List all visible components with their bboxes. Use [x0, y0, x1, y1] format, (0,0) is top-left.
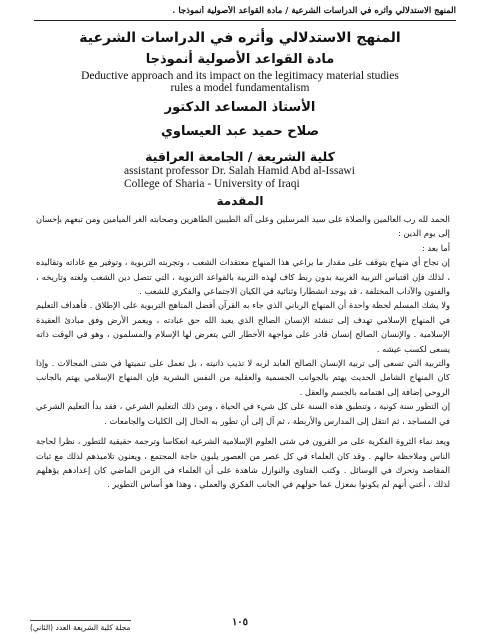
introduction-heading: المقدمة — [216, 194, 264, 208]
arabic-title: المنهج الاستدلالي وأثره في الدراسات الشرعية — [79, 30, 401, 46]
paragraph-4: إن التطور سنة كونية ، وتنطبق هذه السنة على كل شيء في الحياة ، ومن ذلك التعليم الشرعي ، فقد بدأ التعليم الشرعي في المساجد ، ثم انتقل إلى المدارس والأربطة ، ثم آل إلى أن تطور به الحال إلى الكليات والجامعات . — [36, 401, 450, 426]
author-affiliation-english: College of Sharia - University of Iraqi — [124, 178, 300, 190]
paragraph-opening: الحمد لله رب العالمين والصلاة على سيد المرسلين وعلى آله الطيبين الطاهرين وصحابته الغر الميامين ومن تبعهم بإحسان إلى يوم الدين : — [36, 214, 450, 239]
body-text — [36, 212, 450, 492]
english-title: Deductive approach and its impact on the legitimacy material studies rules a model fundamentalism — [81, 70, 399, 94]
paragraph-1: إن نجاح أي منهاج يتوقف على مقدار ما يراعي هذا المنهاج معتقدات الشعب ، وتجربته التربوية ، وتوفير مع عاداته وتقاليده ، لذلك فإن اقتباس التربية الغربية بدون ربط كاف لهذه التربية بالقواعد التربوية ، التي تتصل دين الشعب ولغته وتاريخه ، والفنون والآداب المختلفة ، قد يوجد انشطارا وثنائية في الكيان الاجتماعي والفكري للشعب . — [36, 257, 450, 297]
author-name-arabic: صلاح حميد عبد العيساوي — [160, 124, 320, 139]
author-name-english: assistant professor Dr. Salah Hamid Abd al-Issawi — [124, 165, 355, 177]
arabic-subtitle: مادة القواعد الأصولية أنموذجا — [145, 52, 335, 67]
page-number: ١٠٥ — [231, 617, 249, 628]
journal-name: مجلة كلية الشريعة العدد (الثاني) — [30, 620, 131, 632]
paragraph-2: ولا يشك المسلم لحظة واحدة أن المنهاج الرباني الذي جاء به القرآن أفضل المناهج التربوية على الإطلاق . فأهداف التعليم في المنهاج الإسلامي تهدف إلى تنشئة الإنسان الصالح الذي يعبد الله حق عبادته ، ويعمر الأرض وفق مبادئ العقيدة الإسلامية . والإنسان الصالح إنسان قادر على مواجهة الأخطار التي يتعرض لها الإسلام والمسلمون ، وهو في الوقت ذاته يسعى لكسب عيشه . — [36, 300, 450, 354]
paragraph-3: والتربية التي تسعى إلى تربية الإنسان الصالح العابد لربه لا تذيب ذاتيته ، بل تعمل على تنميتها في شتى المجالات . وإذا كان المنهاج الشامل الحديث يهتم بالجوانب الجسمية والعقلية من النفس البشرية فإن المنهاج الإسلامي يهتم بالجانب الروحي إضافة إلى اهتمامه بالجسم والعقل . — [36, 358, 450, 397]
author-academic-title: الأستاذ المساعد الدكتور — [164, 100, 316, 115]
paragraph-5: ويعد نماء الثروة الفكرية على مر القرون في شتى العلوم الإسلامية الشرعية انعكاسا وترجمة حقيقية للتطور ، نظرا لحاجة الناس وملاحظة حالهم . وقد كان العلماء في كل عصر من العصور يلبون حاجة المجتمع ، ويعنون تلاميذهم لذلك مع ثبات المقاصد وتحرك في الوسائل . وكتب الفتاوى والنوازل شاهدة على أن العلماء في الزمن الماضي كان إعدادهم يؤهلهم لذلك ، أعني أنهم لم يكونوا بمعزل عما حولهم في الجانب الفكري والعملي ، وهذا هو أساس التطوير . — [36, 436, 450, 490]
author-block-english — [124, 165, 440, 191]
author-affiliation-arabic: كلية الشريعة / الجامعة العراقية — [145, 149, 335, 164]
running-header: المنهج الاستدلالي وأثره في الدراسات الشرعية / مادة القواعد الأصولية أنموذجا . — [34, 6, 456, 21]
paragraph-amma-baad: أما بعد : — [421, 242, 450, 253]
